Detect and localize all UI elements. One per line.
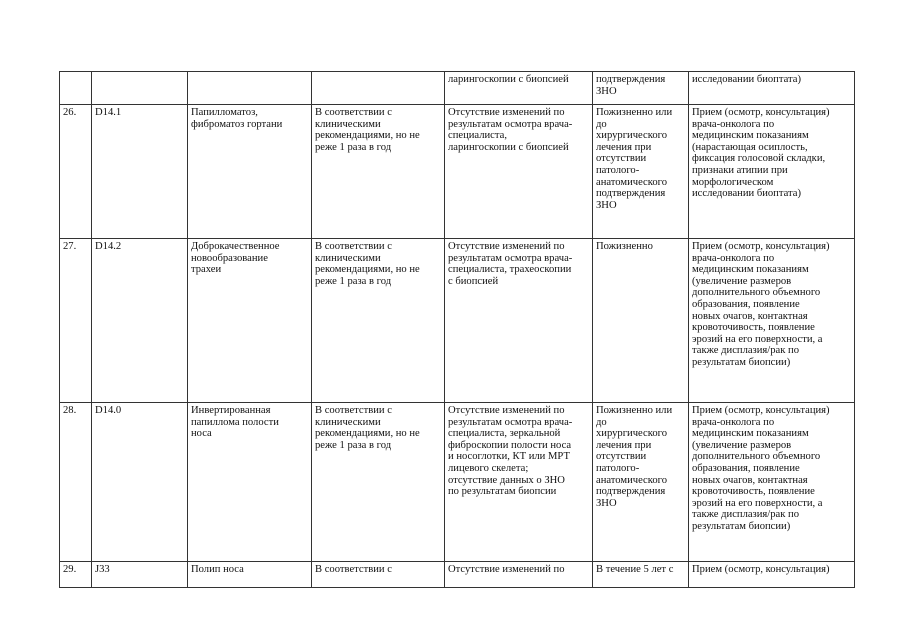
termination-criteria: Отсутствие изменений по <box>445 562 593 588</box>
icd-code: D14.1 <box>92 105 188 239</box>
disease-name <box>188 72 312 105</box>
oncologist-referral: Прием (осмотр, консультация) <box>689 562 855 588</box>
observation-frequency: В соответствии с клиническими рекомендациями, но не реже 1 раза в год <box>312 239 445 403</box>
observation-frequency <box>312 72 445 105</box>
oncologist-referral: Прием (осмотр, консультация) врача-онколога по медицинским показаниям (увеличение размеров дополнительного объемного образования, появление новых очагов, контактная кровоточивость, появление эрозий на его поверхности, а также дисплазия/рак по результатам биопсии) <box>689 403 855 562</box>
observation-duration: подтверждения ЗНО <box>593 72 689 105</box>
table-row <box>60 105 855 239</box>
observation-duration: В течение 5 лет с <box>593 562 689 588</box>
disease-name: Папилломатоз, фиброматоз гортани <box>188 105 312 239</box>
termination-criteria: ларингоскопии с биопсией <box>445 72 593 105</box>
row-number: 26. <box>60 105 92 239</box>
table-row <box>60 403 855 562</box>
row-number: 28. <box>60 403 92 562</box>
icd-code: J33 <box>92 562 188 588</box>
icd-code: D14.2 <box>92 239 188 403</box>
termination-criteria: Отсутствие изменений по результатам осмотра врача- специалиста, трахеоскопии с биопсией <box>445 239 593 403</box>
observation-frequency: В соответствии с клиническими рекомендациями, но не реже 1 раза в год <box>312 403 445 562</box>
oncologist-referral: исследовании биоптата) <box>689 72 855 105</box>
observation-duration: Пожизненно <box>593 239 689 403</box>
observation-frequency: В соответствии с клиническими рекомендациями, но не реже 1 раза в год <box>312 105 445 239</box>
row-number: 29. <box>60 562 92 588</box>
icd-code: D14.0 <box>92 403 188 562</box>
dispensary-observation-table <box>59 71 855 588</box>
row-number <box>60 72 92 105</box>
icd-code <box>92 72 188 105</box>
observation-frequency: В соответствии с <box>312 562 445 588</box>
observation-duration: Пожизненно или до хирургического лечения при отсутствии патолого- анатомического подтверждения ЗНО <box>593 105 689 239</box>
observation-duration: Пожизненно или до хирургического лечения при отсутствии патолого- анатомического подтверждения ЗНО <box>593 403 689 562</box>
termination-criteria: Отсутствие изменений по результатам осмотра врача- специалиста, ларингоскопии с биопсией <box>445 105 593 239</box>
termination-criteria: Отсутствие изменений по результатам осмотра врача- специалиста, зеркальной фиброскопии полости носа и носоглотки, КТ или МРТ лицевого скелета; отсутствие данных о ЗНО по результатам биопсии <box>445 403 593 562</box>
table-row <box>60 72 855 105</box>
oncologist-referral: Прием (осмотр, консультация) врача-онколога по медицинским показаниям (нарастающая осиплость, фиксация голосовой складки, признаки атипии при морфологическом исследовании биоптата) <box>689 105 855 239</box>
table-row <box>60 239 855 403</box>
disease-name: Инвертированная папиллома полости носа <box>188 403 312 562</box>
table-row <box>60 562 855 588</box>
disease-name: Полип носа <box>188 562 312 588</box>
row-number: 27. <box>60 239 92 403</box>
disease-name: Доброкачественное новообразование трахеи <box>188 239 312 403</box>
oncologist-referral: Прием (осмотр, консультация) врача-онколога по медицинским показаниям (увеличение размеров дополнительного объемного образования, появление новых очагов, контактная кровоточивость, появление эрозий на его поверхности, а также дисплазия/рак по результатам биопсии) <box>689 239 855 403</box>
